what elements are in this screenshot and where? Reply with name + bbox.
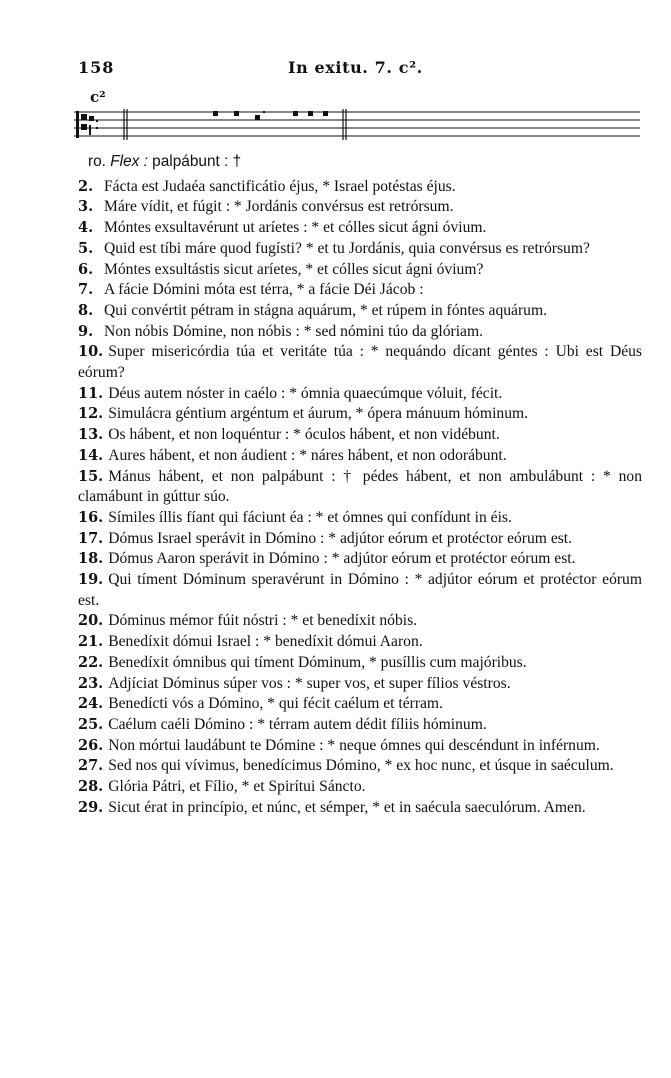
verse-text: Qui tíment Dóminum speravérunt in Dómino : * adjútor eórum et protéctor eórum est. <box>78 571 642 609</box>
verse-list <box>78 177 642 819</box>
verse-number: 26. <box>78 736 104 754</box>
verse-number: 3. <box>78 198 94 216</box>
page-number: 158 <box>78 58 115 77</box>
verse-item <box>78 197 642 218</box>
verse-text: Mánus hábent, et non palpábunt : † pédes hábent, et non ambulábunt : * non clamábunt in gúttur súo. <box>78 467 642 506</box>
verse-text: Adjíciat Dóminus súper vos : * super vos, et super fílios véstros. <box>108 674 511 692</box>
verse-item <box>78 611 642 632</box>
flex-line <box>78 152 642 173</box>
verse-text: Benedícti vós a Dómino, * qui fécit caélum et térram. <box>108 695 443 713</box>
verse-text: Benedíxit ómnibus qui tíment Dóminum, * pusíllis cum majóribus. <box>108 653 527 671</box>
flex-text: palpábunt : † <box>152 153 242 170</box>
verse-text: Caélum caéli Dómino : * térram autem dédit fíliis hóminum. <box>108 715 487 733</box>
verse-text: Simulácra géntium argéntum et áurum, * ópera mánuum hóminum. <box>108 405 529 423</box>
verse-item <box>78 280 642 301</box>
verse-text: Benedíxit dómui Israel : * benedíxit dómui Aaron. <box>108 633 423 651</box>
verse-text: Máre vídit, et fúgit : * Jordánis convérsus est retrórsum. <box>104 198 454 216</box>
clef <box>76 111 98 138</box>
verse-number: 24. <box>78 695 104 713</box>
verse-item <box>78 674 642 695</box>
verse-number: 14. <box>78 446 104 464</box>
note <box>255 115 260 120</box>
verse-item <box>78 736 642 757</box>
verse-number: 27. <box>78 757 104 775</box>
verse-text: Sicut érat in princípio, et núnc, et sémper, * et in saécula saeculórum. Amen. <box>108 798 586 816</box>
verse-number: 17. <box>78 529 104 547</box>
verse-item <box>78 508 642 529</box>
verse-item <box>78 467 642 508</box>
verse-text: Móntes exsultástis sicut aríetes, * et cólles sicut ágni óvium? <box>104 260 484 278</box>
verse-number: 12. <box>78 405 104 423</box>
verse-text: Símiles íllis fíant qui fáciunt éa : * et ómnes qui confídunt in éis. <box>108 508 512 526</box>
verse-number: 13. <box>78 426 104 444</box>
verse-number: 21. <box>78 633 104 651</box>
verse-text: Quid est tíbi máre quod fugísti? * et tu Jordánis, quia convérsus es retrórsum? <box>104 239 590 257</box>
verse-item <box>78 384 642 405</box>
verse-text: Dómus Israel sperávit in Dómino : * adjútor eórum et protéctor eórum est. <box>108 529 573 547</box>
verse-number: 20. <box>78 612 104 630</box>
verse-item <box>78 177 642 198</box>
flex-label: Flex : <box>110 153 148 170</box>
page-header <box>78 58 643 82</box>
chant-staff <box>74 100 640 152</box>
verse-item <box>78 218 642 239</box>
verse-item <box>78 404 642 425</box>
verse-item <box>78 549 642 570</box>
verse-item <box>78 570 642 611</box>
verse-number: 9. <box>78 322 94 340</box>
verse-number: 19. <box>78 571 104 589</box>
verse-item <box>78 653 642 674</box>
note <box>308 111 313 116</box>
verse-text: Sed nos qui vívimus, benedícimus Dómino, * ex hoc nunc, et úsque in saéculum. <box>108 757 614 775</box>
flex-prefix: ro. <box>88 153 106 170</box>
verse-number: 4. <box>78 219 94 237</box>
verse-number: 28. <box>78 778 104 796</box>
note <box>323 111 328 116</box>
verse-item <box>78 342 642 383</box>
verse-item <box>78 446 642 467</box>
verse-number: 5. <box>78 239 94 257</box>
verse-number: 7. <box>78 281 94 299</box>
verse-text: Déus autem nóster in caélo : * ómnia quaecúmque vóluit, fécit. <box>108 384 503 402</box>
verse-text: Fácta est Judaéa sanctificátio éjus, * Israel potéstas éjus. <box>104 177 456 195</box>
verse-text: Móntes exsultavérunt ut aríetes : * et cólles sicut ágni óvium. <box>104 219 487 237</box>
verse-number: 29. <box>78 798 104 816</box>
verse-text: Os hábent, et non loquéntur : * óculos hábent, et non vidébunt. <box>108 426 500 444</box>
verse-number: 25. <box>78 715 104 733</box>
verse-item <box>78 777 642 798</box>
verse-number: 8. <box>78 301 94 319</box>
verse-item <box>78 322 642 343</box>
verse-number: 6. <box>78 260 94 278</box>
verse-number: 2. <box>78 177 94 195</box>
chant-mode-label: c² <box>90 88 106 106</box>
note <box>213 111 218 116</box>
verse-number: 23. <box>78 674 104 692</box>
note <box>234 111 239 116</box>
note <box>263 111 265 113</box>
verse-text: Dóminus mémor fúit nóstri : * et benedíxit nóbis. <box>108 612 418 630</box>
note <box>293 111 298 116</box>
psalm-body <box>78 152 642 819</box>
staff-lines <box>74 112 640 136</box>
verse-number: 22. <box>78 653 104 671</box>
verse-text: Non nóbis Dómine, non nóbis : * sed nómini túo da glóriam. <box>104 322 483 340</box>
verse-number: 10. <box>78 343 104 361</box>
verse-text: Non mórtui laudábunt te Dómine : * neque ómnes qui descéndunt in inférnum. <box>108 736 600 754</box>
verse-number: 15. <box>78 467 104 485</box>
verse-number: 11. <box>78 384 104 402</box>
running-title: In exitu. 7. c². <box>288 58 423 77</box>
verse-text: A fácie Dómini móta est térra, * a fácie Déi Jácob : <box>104 281 424 299</box>
verse-item <box>78 260 642 281</box>
verse-item <box>78 756 642 777</box>
verse-item <box>78 632 642 653</box>
verse-number: 18. <box>78 550 104 568</box>
verse-text: Glória Pátri, et Fílio, * et Spirítui Sáncto. <box>108 778 366 796</box>
verse-item <box>78 798 642 819</box>
verse-number: 16. <box>78 508 104 526</box>
verse-item <box>78 239 642 260</box>
verse-text: Super misericórdia túa et veritáte túa : * nequándo dícant géntes : Ubi est Déus eórum? <box>78 343 642 382</box>
verse-item <box>78 529 642 550</box>
verse-text: Qui convértit pétram in stágna aquárum, * et rúpem in fóntes aquárum. <box>104 301 547 319</box>
verse-item <box>78 425 642 446</box>
verse-item <box>78 715 642 736</box>
verse-text: Dómus Aaron sperávit in Dómino : * adjútor eórum et protéctor eórum est. <box>108 550 576 568</box>
verse-text: Aures hábent, et non áudient : * náres hábent, et non odorábunt. <box>108 446 507 464</box>
verse-item <box>78 301 642 322</box>
verse-item <box>78 694 642 715</box>
